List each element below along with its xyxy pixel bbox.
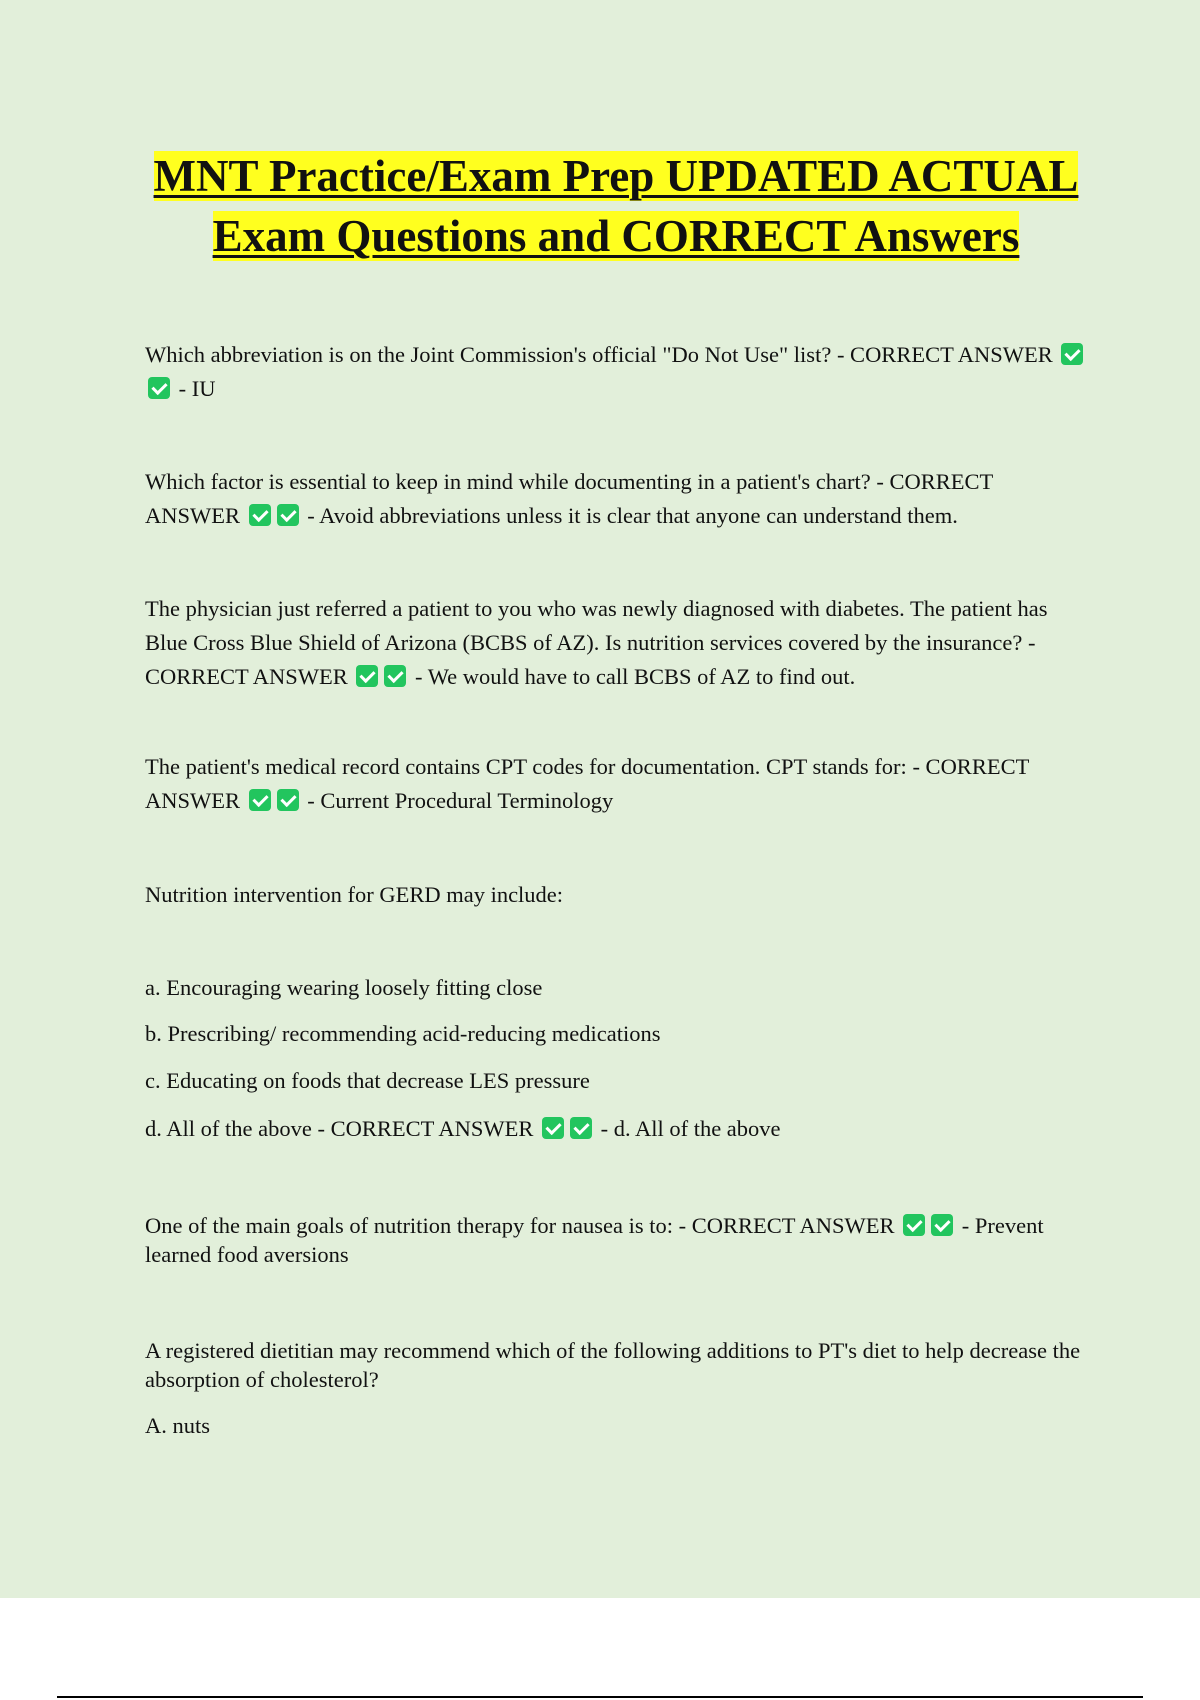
answer-text: - d. All of the above: [600, 1116, 781, 1141]
option-text: a. Encouraging wearing loosely fitting close: [145, 975, 543, 1000]
document-title: [140, 146, 1092, 266]
option-d: [145, 1112, 1090, 1146]
check-mark-icon: [542, 1117, 564, 1139]
check-mark-icon: [277, 789, 299, 811]
option-text: A. nuts: [145, 1413, 211, 1438]
qa-item-6: [145, 1211, 1090, 1269]
question-text: The physician just referred a patient to you who was newly diagnosed with diabetes. The patient has Blue Cross Blue Shield of Arizona (BCBS of AZ). Is nutrition services covered by the insurance?: [145, 596, 1048, 655]
answer-text: - IU: [178, 376, 216, 401]
answer-text: - Avoid abbreviations unless it is clear that anyone can understand them.: [307, 503, 958, 528]
question-text: Nutrition intervention for GERD may include:: [145, 882, 564, 907]
correct-answer-label: - CORRECT ANSWER: [836, 342, 1053, 367]
check-mark-icon: [931, 1214, 953, 1236]
question-text: The patient's medical record contains CPT codes for documentation. CPT stands for:: [145, 754, 907, 779]
check-mark-icon: [570, 1117, 592, 1139]
option-text: c. Educating on foods that decrease LES pressure: [145, 1068, 590, 1093]
qa-item-1: [145, 338, 1090, 406]
qa-item-5: [145, 878, 1090, 912]
qa-item-3: [145, 592, 1090, 694]
option-a: [145, 1409, 1090, 1443]
check-mark-icon: [249, 504, 271, 526]
check-mark-icon: [1061, 343, 1083, 365]
qa-item-7: [145, 1336, 1090, 1394]
check-mark-icon: [148, 377, 170, 399]
question-text: Which factor is essential to keep in mind while documenting in a patient's chart?: [145, 469, 871, 494]
option-text: b. Prescribing/ recommending acid-reducing medications: [145, 1021, 661, 1046]
option-c: [145, 1064, 1090, 1098]
correct-answer-label: - CORRECT ANSWER: [145, 469, 993, 528]
correct-answer-label: - CORRECT ANSWER: [678, 1213, 895, 1238]
answer-text: - Current Procedural Terminology: [307, 788, 614, 813]
check-mark-icon: [277, 504, 299, 526]
qa-item-4: [145, 750, 1090, 818]
check-mark-icon: [249, 789, 271, 811]
check-mark-icon: [356, 665, 378, 687]
correct-answer-label: - CORRECT ANSWER: [317, 1116, 534, 1141]
footer-divider: [57, 1696, 1143, 1698]
correct-answer-label: - CORRECT ANSWER: [145, 754, 1029, 813]
qa-item-2: [145, 465, 1090, 533]
option-text: d. All of the above: [145, 1116, 312, 1141]
question-text: One of the main goals of nutrition therapy for nausea is to:: [145, 1213, 673, 1238]
check-mark-icon: [903, 1214, 925, 1236]
question-text: Which abbreviation is on the Joint Commission's official "Do Not Use" list?: [145, 342, 832, 367]
question-text: A registered dietitian may recommend which of the following additions to PT's diet to help decrease the absorption of cholesterol?: [145, 1338, 1081, 1392]
option-a: [145, 971, 1090, 1005]
answer-text: - Prevent learned food aversions: [145, 1213, 1044, 1267]
title-highlight: MNT Practice/Exam Prep UPDATED ACTUAL Exam Questions and CORRECT Answers: [153, 151, 1079, 261]
correct-answer-label: - CORRECT ANSWER: [145, 630, 1036, 689]
check-mark-icon: [384, 665, 406, 687]
option-b: [145, 1017, 1090, 1051]
answer-text: - We would have to call BCBS of AZ to find out.: [415, 664, 856, 689]
